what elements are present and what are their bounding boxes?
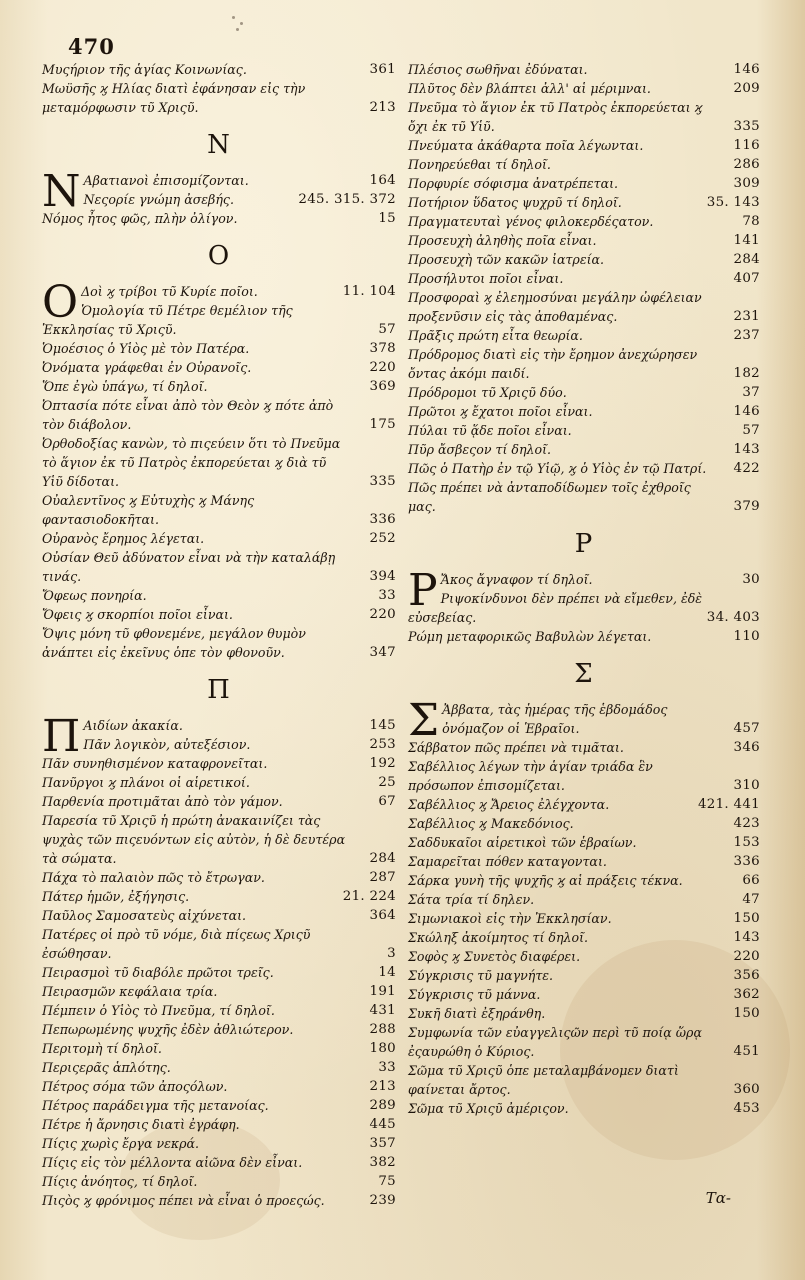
ink-speck: [232, 16, 235, 19]
index-entry-page-ref: 245. 315. 372: [298, 192, 396, 207]
index-entry-text: Πάχα τὸ παλαιὸν πῶς τὸ ἔτρωγαν.: [42, 870, 265, 885]
index-entry-text: Ἀββατα, τὰς ἡμέρας τῆς ἑβδομάδος ὀνόμαζον οἱ Ἑβραῖοι.: [442, 702, 668, 736]
index-entry-text: Πῦρ ἄσβεςον τί δηλοῖ.: [408, 442, 552, 457]
index-entry-text: Παρθενία προτιμᾶται ἀπὸ τὸν γάμον.: [42, 794, 283, 809]
index-entry-page-ref: 369: [369, 379, 396, 394]
index-entry-page-ref: 25: [378, 775, 396, 790]
index-entry-page-ref: 213: [369, 1079, 396, 1094]
index-entry: [408, 402, 760, 421]
index-entry: [408, 1061, 760, 1099]
index-entry-text: Συκῆ διατὶ ἐξηράνθη.: [408, 1006, 546, 1021]
index-entry-text: Σιμωνιακοὶ εἰς τὴν Ἐκκλησίαν.: [408, 911, 612, 926]
index-entry: [42, 491, 396, 529]
index-entry-page-ref: 239: [369, 1193, 396, 1208]
index-entry: [42, 963, 396, 982]
drop-capital: N: [42, 166, 81, 217]
index-entry: [408, 478, 760, 516]
index-entry-text: Ὀπτασία πότε εἶναι ἀπὸ τὸν Θεὸν ϗ πότε ἀπὸ τὸν διάβολον.: [42, 398, 334, 432]
index-entry-text: Ρώμη μεταφορικῶς Βαβυλὼν λέγεται.: [408, 629, 652, 644]
index-entry-page-ref: 116: [733, 138, 760, 153]
index-entry-page-ref: 213: [369, 100, 396, 115]
index-entry-text: Σάρκα γυνὴ τῆς ψυχῆς ϗ αἱ πράξεις τέκνα.: [408, 873, 683, 888]
index-entry-page-ref: 143: [733, 442, 760, 457]
index-entry: [42, 377, 396, 396]
index-entry: [408, 440, 760, 459]
section-letter-heading: Π: [207, 675, 231, 705]
index-entry: [42, 1115, 396, 1134]
index-entry-page-ref: 3: [387, 946, 396, 961]
index-entry: [408, 890, 760, 909]
ink-speck: [236, 28, 239, 31]
index-entry-text: Ὄφεως πονηρία.: [42, 588, 147, 603]
index-entry-text: Μυςήριον τῆς ἁγίας Κοινωνίας.: [42, 62, 247, 77]
index-entry-text: Πρόδρομοι τῦ Χριςῦ δύο.: [408, 385, 567, 400]
index-entry: [408, 909, 760, 928]
index-entry: [42, 301, 396, 339]
index-entry: [42, 396, 396, 434]
index-entry: [42, 754, 396, 773]
index-entry-page-ref: 15: [378, 211, 396, 226]
catchword: Τα-: [705, 1189, 731, 1207]
index-entry-page-ref: 67: [378, 794, 396, 809]
index-entry-page-ref: 286: [733, 157, 760, 172]
index-entry: [408, 345, 760, 383]
index-entry: [408, 1004, 760, 1023]
index-entry: [408, 928, 760, 947]
index-entry-text: Μωϋσῆς ϗ Ηλίας διατὶ ἐφάνησαν εἰς τὴν μεταμόρφωσιν τῦ Χριςῦ.: [42, 81, 306, 115]
index-entry-text: Οὐαλεντῖνος ϗ Εὐτυχὴς ϗ Μάνης φαντασιοδοκῆται.: [42, 493, 255, 527]
index-entry: [408, 589, 760, 627]
index-entry-text: Ριψοκίνδυνοι δὲν πρέπει νὰ εἴμεθεν, ἐδὲ εὐσεβείας.: [408, 591, 703, 625]
index-entry-page-ref: 422: [733, 461, 760, 476]
index-entry-page-ref: 209: [733, 81, 760, 96]
index-entry-text: Πάτερ ἡμῶν, ἐξήγησις.: [42, 889, 190, 904]
index-entry: [42, 605, 396, 624]
index-entry: [42, 792, 396, 811]
index-entry-page-ref: 421. 441: [697, 797, 760, 812]
index-entry-text: Πορφυρίε σόφισμα ἀνατρέπεται.: [408, 176, 619, 191]
ink-speck: [240, 22, 243, 25]
index-entry-page-ref: 21. 224: [342, 889, 396, 904]
index-entry-page-ref: 191: [369, 984, 396, 999]
index-entry-page-ref: 356: [733, 968, 760, 983]
section-letter-heading: P: [574, 529, 594, 559]
index-entry: [42, 773, 396, 792]
index-entry-text: Ὀνόματα γράφεθαι ἐν Οὐρανοῖς.: [42, 360, 252, 375]
index-entry-page-ref: 407: [733, 271, 760, 286]
index-entry-text: Σκώληξ ἀκοίμητος τί δηλοῖ.: [408, 930, 589, 945]
index-entry-text: Πνεύματα ἀκάθαρτα ποῖα λέγωνται.: [408, 138, 644, 153]
index-entry-page-ref: 220: [369, 360, 396, 375]
index-entry: [408, 212, 760, 231]
index-entry-page-ref: 284: [733, 252, 760, 267]
index-entry-page-ref: 47: [742, 892, 760, 907]
index-entry-page-ref: 11. 104: [342, 284, 396, 299]
index-entry: [408, 326, 760, 345]
index-entry-page-ref: 175: [369, 417, 396, 432]
index-entry-page-ref: 379: [733, 499, 760, 514]
index-entry-text: Ὁμοέσιος ὁ Υἱὸς μὲ τὸν Πατέρα.: [42, 341, 250, 356]
index-entry: [42, 1096, 396, 1115]
index-entry: [408, 1023, 760, 1061]
index-entry: [42, 358, 396, 377]
index-entry-page-ref: 145: [369, 718, 396, 733]
index-entry-text: Νόμος ἦτος φῶς, πλὴν ὀλίγον.: [42, 211, 238, 226]
index-entry: [42, 868, 396, 887]
index-entry: [42, 1058, 396, 1077]
index-entry: [408, 1099, 760, 1118]
index-entry-page-ref: 182: [733, 366, 760, 381]
index-entry-page-ref: 110: [733, 629, 760, 644]
index-entry-page-ref: 453: [733, 1101, 760, 1116]
index-entry-page-ref: 451: [733, 1044, 760, 1059]
index-entry: [408, 60, 760, 79]
index-entry-text: Πέτρε ἡ ἄρνησις διατὶ ἐγράφη.: [42, 1117, 240, 1132]
index-entry-page-ref: 288: [369, 1022, 396, 1037]
index-entry-page-ref: 35. 143: [706, 195, 760, 210]
index-entry-text: Σαδδυκαῖοι αἱρετικοὶ τῶν ἑβραίων.: [408, 835, 637, 850]
index-entry-page-ref: 153: [733, 835, 760, 850]
index-entry: [42, 1172, 396, 1191]
index-entry-text: Σῶμα τῦ Χριςῦ ὁπε μεταλαμβάνομεν διατὶ φαίνεται ἄρτος.: [408, 1063, 679, 1097]
index-entry-page-ref: 57: [378, 322, 396, 337]
index-entry-text: Οὐσίαν Θεῦ ἀδύνατον εἶναι νὰ τὴν καταλάβῃ τινάς.: [42, 550, 336, 584]
index-entry-text: Πνεῦμα τὸ ἅγιον ἐκ τῦ Πατρὸς ἐκπορεύεται ϗ ὄχι ἐκ τῦ Υἱῦ.: [408, 100, 703, 134]
index-entry: [408, 459, 760, 478]
index-entry-text: Σαβέλλιος ϗ Μακεδόνιος.: [408, 816, 574, 831]
index-entry-page-ref: 364: [369, 908, 396, 923]
index-entry-page-ref: 336: [733, 854, 760, 869]
index-entry-page-ref: 141: [733, 233, 760, 248]
index-entry: [42, 79, 396, 117]
index-entry-text: Πίςις ἀνόητος, τί δηλοῖ.: [42, 1174, 198, 1189]
index-entry: [408, 174, 760, 193]
index-entry-page-ref: 33: [378, 588, 396, 603]
index-entry-page-ref: 360: [733, 1082, 760, 1097]
index-entry-page-ref: 37: [742, 385, 760, 400]
page-number: 470: [68, 34, 115, 59]
index-entry-page-ref: 445: [369, 1117, 396, 1132]
index-entry-page-ref: 335: [733, 119, 760, 134]
index-entry: [408, 421, 760, 440]
index-entry-page-ref: 231: [733, 309, 760, 324]
index-entry-page-ref: 78: [742, 214, 760, 229]
index-entry: [42, 811, 396, 868]
index-entry-text: Πέτρος παράδειγμα τῆς μετανοίας.: [42, 1098, 269, 1113]
index-entry: [408, 288, 760, 326]
index-entry: [408, 79, 760, 98]
index-entry: [42, 1153, 396, 1172]
index-entry-text: Αιδίων ἀκακία.: [83, 718, 183, 733]
index-entry: [408, 852, 760, 871]
index-entry: [42, 1020, 396, 1039]
index-entry-page-ref: 146: [733, 62, 760, 77]
left-column: [42, 60, 396, 1210]
index-entry: [408, 757, 760, 795]
index-entry-text: Πιςὸς ϗ φρόνιμος πέπει νὰ εἶναι ὁ προεςώς.: [42, 1193, 325, 1208]
index-entry: [42, 529, 396, 548]
index-entry: [42, 586, 396, 605]
index-entry: [42, 339, 396, 358]
index-entry-page-ref: 180: [369, 1041, 396, 1056]
index-entry-page-ref: 150: [733, 1006, 760, 1021]
drop-capital: Π: [42, 711, 81, 762]
index-entry-text: Ὁμολογία τῦ Πέτρε θεμέλιον τῆς Ἐκκλησίας τῦ Χριςῦ.: [42, 303, 293, 337]
index-entry: [42, 1191, 396, 1210]
index-entry: [408, 947, 760, 966]
index-entry: [408, 250, 760, 269]
index-entry: [408, 193, 760, 212]
index-entry-page-ref: 143: [733, 930, 760, 945]
index-entry-page-ref: 192: [369, 756, 396, 771]
index-entry-page-ref: 357: [369, 1136, 396, 1151]
index-entry-text: Πρόδρομος διατὶ εἰς τὴν ἔρημον ἀνεχώρησεν ὄντας ἀκόμι παιδί.: [408, 347, 698, 381]
index-entry: [42, 1134, 396, 1153]
index-entry-text: Πειρασμῶν κεφάλαια τρία.: [42, 984, 218, 999]
index-entry-page-ref: 30: [742, 572, 760, 587]
index-entry-page-ref: 284: [369, 851, 396, 866]
index-entry: [408, 695, 760, 746]
index-entry: [408, 383, 760, 402]
index-entry: [408, 231, 760, 250]
drop-capital: O: [42, 277, 79, 328]
index-entry-text: Δοὶ ϗ τρίβοι τῦ Κυρίε ποῖοι.: [81, 284, 258, 299]
index-entry-text: Πραγματευταὶ γένος φιλοκερδέςατον.: [408, 214, 654, 229]
index-entry: [42, 548, 396, 586]
index-entry-text: Σύγκρισις τῦ μάννα.: [408, 987, 541, 1002]
index-entry-page-ref: 33: [378, 1060, 396, 1075]
section-letter-heading: Σ: [574, 659, 594, 689]
index-entry-page-ref: 220: [733, 949, 760, 964]
index-entry-text: Σάτα τρία τί δηλεν.: [408, 892, 535, 907]
index-entry: [42, 624, 396, 662]
index-entry: [408, 98, 760, 136]
drop-capital: P: [408, 565, 438, 616]
index-entry-page-ref: 75: [378, 1174, 396, 1189]
index-entry-text: Παῦλος Σαμοσατεὺς αἰχύνεται.: [42, 908, 247, 923]
section-letter-heading: O: [207, 241, 231, 271]
index-entry: [42, 1001, 396, 1020]
index-entry-text: Πύλαι τῦ ᾅδε ποῖοι εἶναι.: [408, 423, 572, 438]
index-entry-page-ref: 287: [369, 870, 396, 885]
index-entry-page-ref: 310: [733, 778, 760, 793]
index-entry: [408, 738, 760, 757]
index-entry-text: Πίςις χωρὶς ἔργα νεκρά.: [42, 1136, 200, 1151]
index-entry-text: Πονηρεύεθαι τί δηλοῖ.: [408, 157, 551, 172]
index-entry: [42, 190, 396, 209]
index-entry: [408, 871, 760, 890]
index-entry-text: Πέμπειν ὁ Υἱὸς τὸ Πνεῦμα, τί δηλοῖ.: [42, 1003, 275, 1018]
index-entry-text: Ὅπε ἐγὼ ὑπάγω, τί δηλοῖ.: [42, 379, 208, 394]
index-entry-text: Ἄκος ἄγναφον τί δηλοῖ.: [440, 572, 593, 587]
index-entry-page-ref: 252: [369, 531, 396, 546]
index-entry: [408, 966, 760, 985]
index-entry-page-ref: 289: [369, 1098, 396, 1113]
index-entry: [408, 985, 760, 1004]
index-entry-text: Σαμαρεῖται πόθεν καταγονται.: [408, 854, 607, 869]
index-entry-text: Πίςις εἰς τὸν μέλλοντα αἰῶνα δὲν εἶναι.: [42, 1155, 303, 1170]
index-entry-text: Πλέσιος σωθῆναι ἐδύναται.: [408, 62, 588, 77]
index-entry: [42, 982, 396, 1001]
index-entry-text: Πᾶν συνηθισμένον καταφρονεῖται.: [42, 756, 268, 771]
index-entry-text: Πρᾶξις πρώτη εἶτα θεωρία.: [408, 328, 583, 343]
index-entry-text: Πεπωρωμένης ψυχῆς ἐδὲν ἀθλιώτερον.: [42, 1022, 294, 1037]
index-entry-text: Πειρασμοὶ τῦ διαβόλε πρῶτοι τρεῖς.: [42, 965, 274, 980]
index-entry: [42, 209, 396, 228]
index-entry: [408, 627, 760, 646]
index-entry-page-ref: 361: [369, 62, 396, 77]
index-entry-text: Πανῦργοι ϗ πλάνοι οἱ αἱρετικοί.: [42, 775, 250, 790]
index-entry: [42, 925, 396, 963]
index-entry-text: Ὀρθοδοξίας κανὼν, τὸ πιςεύειν ὅτι τὸ Πνεῦμα τὸ ἅγιον ἐκ τῦ Πατρὸς ἐκπορεύεται ϗ διὰ τῦ Υἱῦ δίδοται.: [42, 436, 341, 489]
index-entry-page-ref: 378: [369, 341, 396, 356]
index-entry-page-ref: 336: [369, 512, 396, 527]
index-entry-text: Σαβέλλιος λέγων τὴν ἁγίαν τριάδα ἓν πρόσωπον ἐπισομίζεται.: [408, 759, 653, 793]
index-entry-text: Προσφοραὶ ϗ ἐλεημοσύναι μεγάλην ὠφέλειαν προξενῦσιν εἰς τὰς ἀποθαμένας.: [408, 290, 702, 324]
index-entry: [408, 269, 760, 288]
index-entry: [42, 1077, 396, 1096]
index-entry-text: Παρεσία τῦ Χριςῦ ἡ πρώτη ἀνακαινίζει τὰς ψυχὰς τῶν πιςευόντων εἰς αὐτὸν, ἡ δὲ δευτέρα τὰ σώματα.: [42, 813, 346, 866]
index-entry-page-ref: 394: [369, 569, 396, 584]
index-entry-text: Σῶμα τῦ Χριςῦ ἀμέριςον.: [408, 1101, 569, 1116]
index-entry: [408, 814, 760, 833]
index-entry-text: Πᾶν λογικὸν, αὐτεξέσιον.: [83, 737, 251, 752]
index-entry: [408, 155, 760, 174]
index-entry: [42, 60, 396, 79]
index-entry-text: Πλῦτος δὲν βλάπτει ἀλλ' αἱ μέριμναι.: [408, 81, 651, 96]
index-entry-page-ref: 347: [369, 645, 396, 660]
right-column: [408, 60, 760, 1118]
index-entry: [42, 887, 396, 906]
index-entry-page-ref: 146: [733, 404, 760, 419]
index-entry-page-ref: 220: [369, 607, 396, 622]
index-entry-text: Σαβέλλιος ϗ Ἄρειος ἐλέγχοντα.: [408, 797, 610, 812]
index-entry-text: Προσευχὴ τῶν κακῶν ἰατρεία.: [408, 252, 605, 267]
index-entry-text: Πατέρες οἱ πρὸ τῦ νόμε, διὰ πίςεως Χριςῦ ἐσώθησαν.: [42, 927, 311, 961]
index-entry-text: Σάββατον πῶς πρέπει νὰ τιμᾶται.: [408, 740, 624, 755]
index-entry-text: Πῶς πρέπει νὰ ἀνταποδίδωμεν τοῖς ἐχθροῖς μας.: [408, 480, 691, 514]
index-entry: [42, 434, 396, 491]
index-entry-page-ref: 309: [733, 176, 760, 191]
index-entry-page-ref: 66: [742, 873, 760, 888]
index-entry-text: Σύγκρισις τῦ μαγνήτε.: [408, 968, 554, 983]
index-entry: [42, 1039, 396, 1058]
index-entry-text: Πέτρος σόμα τῶν ἀποςόλων.: [42, 1079, 228, 1094]
drop-capital: Σ: [408, 695, 440, 746]
index-entry-text: Συμφωνία τῶν εὐαγγελιςῶν περὶ τῦ ποίᾳ ὥρᾳ ἐςαυρώθη ὁ Κύριος.: [408, 1025, 702, 1059]
index-entry-page-ref: 457: [733, 721, 760, 736]
index-entry-text: Προσευχὴ ἀληθὴς ποῖα εἶναι.: [408, 233, 597, 248]
index-entry-page-ref: 431: [369, 1003, 396, 1018]
index-entry-text: Πῶς ὁ Πατὴρ ἐν τῷ Υἱῷ, ϗ ὁ Υἱὸς ἐν τῷ Πατρί.: [408, 461, 707, 476]
index-entry-text: Νεςορίε γνώμη ἀσεβής.: [83, 192, 234, 207]
index-entry-page-ref: 346: [733, 740, 760, 755]
index-entry-text: Περιτομὴ τί δηλοῖ.: [42, 1041, 162, 1056]
index-entry: [408, 795, 760, 814]
index-entry-text: Ὄψις μόνη τῦ φθονεμένε, μεγάλον θυμὸν ἀνάπτει εἰς ἐκεῖνυς ὁπε τὸν φθονοῦν.: [42, 626, 306, 660]
index-entry-page-ref: 164: [369, 173, 396, 188]
index-entry-page-ref: 14: [378, 965, 396, 980]
index-entry-text: Περιςερᾶς ἁπλότης.: [42, 1060, 171, 1075]
index-entry-page-ref: 382: [369, 1155, 396, 1170]
index-entry-page-ref: 237: [733, 328, 760, 343]
index-entry-text: Πρῶτοι ϗ ἔχατοι ποῖοι εἶναι.: [408, 404, 593, 419]
index-entry-page-ref: 362: [733, 987, 760, 1002]
index-entry-text: Ποτήριον ὕδατος ψυχρῦ τί δηλοῖ.: [408, 195, 622, 210]
index-entry-page-ref: 253: [369, 737, 396, 752]
index-entry-page-ref: 57: [742, 423, 760, 438]
section-letter-heading: N: [207, 130, 231, 160]
index-entry: [42, 906, 396, 925]
index-entry-text: Προσήλυτοι ποῖοι εἶναι.: [408, 271, 564, 286]
index-entry-page-ref: 335: [369, 474, 396, 489]
index-entry-text: Αβατιανοὶ ἐπισομίζονται.: [83, 173, 249, 188]
index-entry-text: Σοφὸς ϗ Συνετὸς διαφέρει.: [408, 949, 581, 964]
index-entry-page-ref: 34. 403: [706, 610, 760, 625]
index-entry: [408, 136, 760, 155]
index-entry: [42, 735, 396, 754]
index-entry: [408, 833, 760, 852]
index-entry-page-ref: 423: [733, 816, 760, 831]
index-entry-text: Ὄφεις ϗ σκορπίοι ποῖοι εἶναι.: [42, 607, 233, 622]
index-entry-page-ref: 150: [733, 911, 760, 926]
index-entry-text: Οὐρανὸς ἔρημος λέγεται.: [42, 531, 205, 546]
